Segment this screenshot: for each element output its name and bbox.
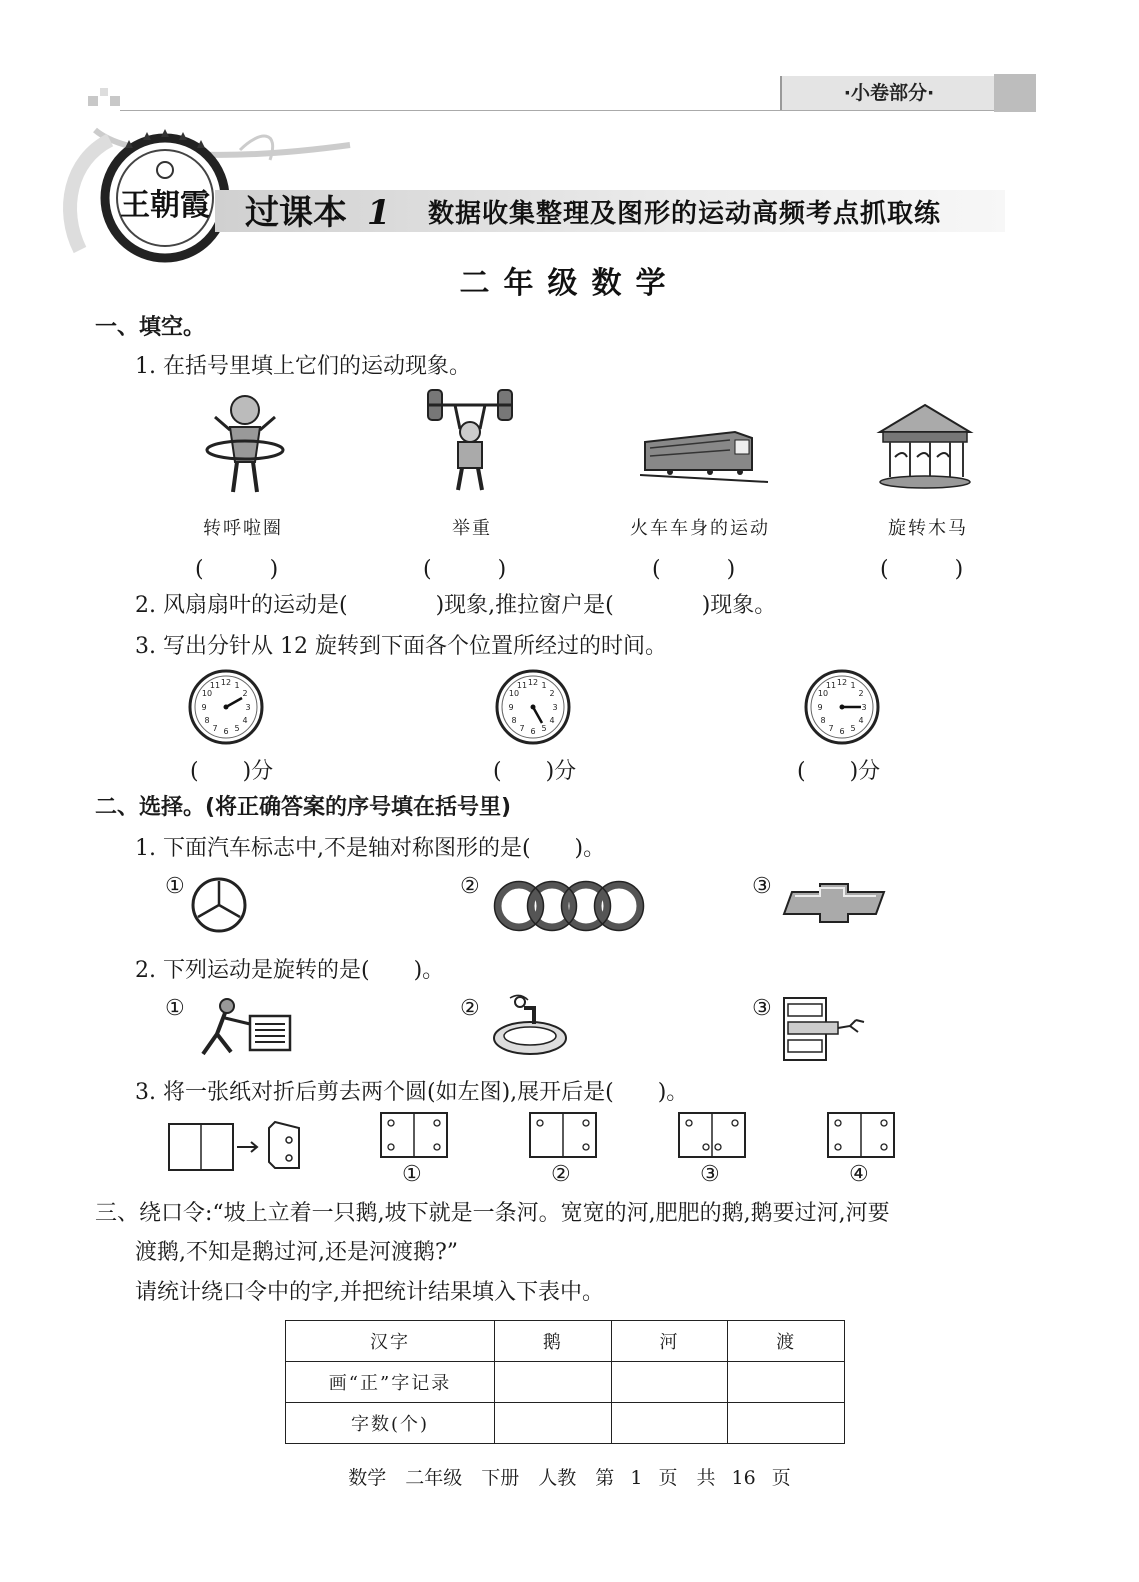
train-picture <box>640 420 770 490</box>
svg-text:4: 4 <box>858 716 864 725</box>
svg-text:4: 4 <box>242 716 248 725</box>
part3-instruction: 请统计绕口令中的字,并把统计结果填入下表中。 <box>135 1280 604 1305</box>
svg-text:4: 4 <box>549 716 555 725</box>
table-row-label: 字数(个) <box>286 1403 495 1444</box>
weightlifting-picture <box>420 384 520 494</box>
part1-heading: 一、填空。 <box>95 315 206 340</box>
chevrolet-logo-picture <box>780 882 888 924</box>
svg-text:12: 12 <box>836 678 848 687</box>
svg-text:12: 12 <box>527 678 539 687</box>
unfolded-option-picture <box>825 1110 897 1160</box>
table-cell[interactable] <box>495 1403 612 1444</box>
subject-title: 二年级数学 <box>459 266 680 301</box>
folded-paper-picture <box>165 1112 305 1174</box>
table-cell[interactable] <box>611 1403 728 1444</box>
part1-q1: 1. 在括号里填上它们的运动现象。 <box>135 354 471 379</box>
table-header-cell: 鹅 <box>495 1321 612 1362</box>
option-label: ① <box>165 996 185 1021</box>
part2-q1: 1. 下面汽车标志中,不是轴对称图形的是( )。 <box>135 836 606 861</box>
svg-text:8: 8 <box>511 716 517 725</box>
unfolded-option-picture <box>378 1110 450 1160</box>
part2-q3: 3. 将一张纸对折后剪去两个圆(如左图),展开后是( )。 <box>135 1080 689 1105</box>
svg-text:9: 9 <box>817 703 823 712</box>
caption-weightlifting: 举重 <box>452 518 492 539</box>
svg-text:10: 10 <box>817 689 829 698</box>
tally-table <box>285 1320 845 1444</box>
table-header-cell: 渡 <box>728 1321 845 1362</box>
table-row <box>286 1403 845 1444</box>
svg-text:6: 6 <box>839 727 845 736</box>
section-tag-end <box>994 74 1036 112</box>
logo-text: 王朝霞 <box>120 188 210 223</box>
part3-line2: 渡鹅,不知是鹅过河,还是河渡鹅?” <box>135 1240 459 1265</box>
header-rule <box>120 110 1036 111</box>
svg-text:3: 3 <box>861 703 867 712</box>
part2-q2: 2. 下列运动是旋转的是( )。 <box>135 958 445 983</box>
svg-text:1: 1 <box>850 681 856 690</box>
svg-text:1: 1 <box>234 681 240 690</box>
svg-text:7: 7 <box>212 724 218 733</box>
svg-text:6: 6 <box>530 727 536 736</box>
option-label: ② <box>551 1162 571 1187</box>
svg-text:10: 10 <box>508 689 520 698</box>
option-label: ① <box>402 1162 422 1187</box>
caption-carousel: 旋转木马 <box>888 518 968 539</box>
table-header-cell: 汉字 <box>286 1321 495 1362</box>
part1-q3: 3. 写出分针从 12 旋转到下面各个位置所经过的时间。 <box>135 634 667 659</box>
table-header-cell: 河 <box>611 1321 728 1362</box>
lesson-subtitle: 数据收集整理及图形的运动高频考点抓取练 <box>428 199 942 229</box>
clock-face <box>187 668 265 746</box>
lesson-number: 1 <box>366 193 391 233</box>
svg-text:3: 3 <box>552 703 558 712</box>
svg-text:2: 2 <box>858 689 864 698</box>
clock-face <box>803 668 881 746</box>
svg-text:9: 9 <box>508 703 514 712</box>
table-cell[interactable] <box>728 1362 845 1403</box>
svg-text:3: 3 <box>245 703 251 712</box>
decor-square <box>110 96 120 106</box>
svg-text:2: 2 <box>242 689 248 698</box>
svg-text:11: 11 <box>516 681 528 690</box>
option-label: ③ <box>700 1162 720 1187</box>
svg-text:5: 5 <box>541 724 547 733</box>
table-row <box>286 1362 845 1403</box>
caption-train: 火车车身的运动 <box>630 518 770 539</box>
table-cell[interactable] <box>611 1362 728 1403</box>
svg-text:9: 9 <box>201 703 207 712</box>
decor-square <box>100 88 108 96</box>
answer-blank[interactable]: ( ) <box>423 557 507 582</box>
table-cell[interactable] <box>728 1403 845 1444</box>
svg-text:6: 6 <box>223 727 229 736</box>
carousel-picture <box>875 402 975 492</box>
table-row-label: 画“正”字记录 <box>286 1362 495 1403</box>
caption-hula-hoop: 转呼啦圈 <box>203 518 283 539</box>
svg-text:11: 11 <box>825 681 837 690</box>
part3-line1: 三、绕口令:“坡上立着一只鹅,坡下就是一条河。宽宽的河,肥肥的鹅,鹅要过河,河要 <box>95 1201 890 1226</box>
clock-face <box>494 668 572 746</box>
lesson-title <box>245 190 391 236</box>
answer-blank[interactable]: ( ) <box>652 557 736 582</box>
option-label: ③ <box>752 874 772 899</box>
table-cell[interactable] <box>495 1362 612 1403</box>
pushing-box-picture <box>195 996 295 1058</box>
mercedes-logo-picture <box>190 876 248 934</box>
faucet-sink-picture <box>490 994 570 1058</box>
section-tag: ·小卷部分· <box>780 76 996 110</box>
minutes-answer[interactable]: ( )分 <box>190 759 274 784</box>
svg-text:5: 5 <box>850 724 856 733</box>
svg-text:1: 1 <box>541 681 547 690</box>
option-label: ① <box>165 874 185 899</box>
option-label: ② <box>460 874 480 899</box>
table-header-row <box>286 1321 845 1362</box>
svg-text:10: 10 <box>201 689 213 698</box>
svg-text:11: 11 <box>209 681 221 690</box>
option-label: ② <box>460 996 480 1021</box>
svg-text:7: 7 <box>519 724 525 733</box>
answer-blank[interactable]: ( ) <box>880 557 964 582</box>
svg-text:7: 7 <box>828 724 834 733</box>
option-label: ④ <box>849 1162 869 1187</box>
part2-heading: 二、选择。(将正确答案的序号填在括号里) <box>95 795 512 820</box>
minutes-answer[interactable]: ( )分 <box>493 759 577 784</box>
unfolded-option-picture <box>527 1110 599 1160</box>
svg-text:8: 8 <box>820 716 826 725</box>
svg-text:8: 8 <box>204 716 210 725</box>
part1-q2: 2. 风扇扇叶的运动是( )现象,推拉窗户是( )现象。 <box>135 593 777 618</box>
option-label: ③ <box>752 996 772 1021</box>
svg-text:5: 5 <box>234 724 240 733</box>
drawer-picture <box>780 994 870 1062</box>
hula-hoop-picture <box>200 392 290 497</box>
audi-logo-picture <box>492 880 647 932</box>
unfolded-option-picture <box>676 1110 748 1160</box>
minutes-answer[interactable]: ( )分 <box>797 759 881 784</box>
svg-text:2: 2 <box>549 689 555 698</box>
lesson-title-label: 过课本 <box>245 193 347 233</box>
answer-blank[interactable]: ( ) <box>195 557 279 582</box>
page-footer: 数学 二年级 下册 人教 第 1 页 共 16 页 <box>348 1467 791 1489</box>
decor-square <box>88 96 98 106</box>
svg-text:12: 12 <box>220 678 232 687</box>
